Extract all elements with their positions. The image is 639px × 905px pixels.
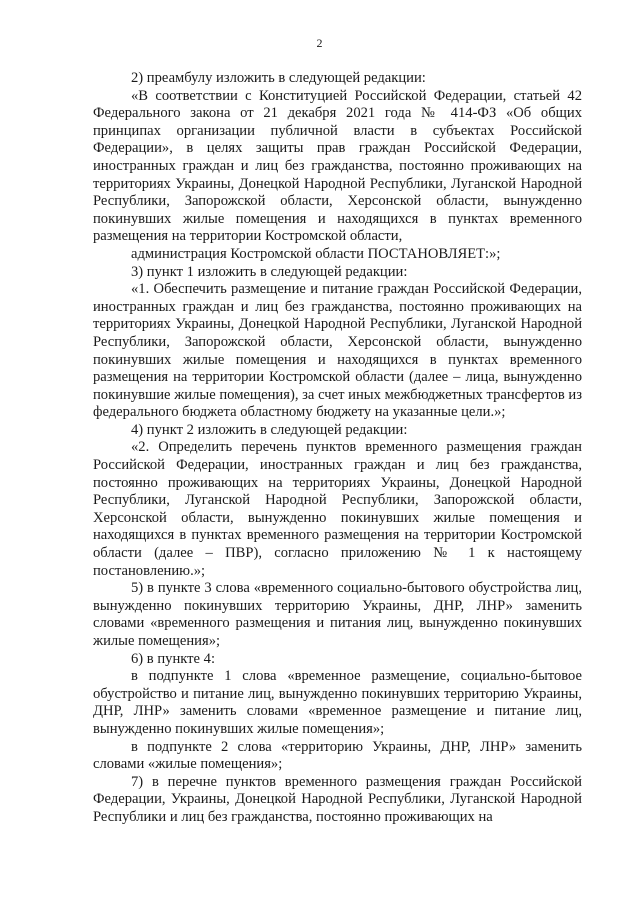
paragraph-subpoint-1: в подпункте 1 слова «временное размещение, социально-бытовое обустройство и питание лиц, вынужденно покинувших территорию Украины, ДНР, ЛНР» заменить словами «временное размещение и питание лиц, вынужденно покинувших жилые помещения»; <box>93 668 582 737</box>
paragraph-amendment-2-header: 2) преамбулу изложить в следующей редакции: <box>131 70 426 86</box>
paragraph-amendment-4-header: 4) пункт 2 изложить в следующей редакции: <box>131 421 408 438</box>
paragraph-subpoint-2: в подпункте 2 слова «территорию Украины, ДНР, ЛНР» заменить словами «жилые помещения»; <box>93 738 582 773</box>
paragraph-amendment-7: 7) в перечне пунктов временного размещения граждан Российской Федерации, Украины, Донецкой Народной Республики, Луганской Народной Республики и лиц без гражданства, постоянно проживающих на <box>93 773 582 825</box>
paragraph-amendment-6-header: 6) в пункте 4: <box>131 650 216 667</box>
paragraph-point-2-text: «2. Определить перечень пунктов временного размещения граждан Российской Федерации, иностранных граждан и лиц без гражданства, постоянно проживающих на территориях Украины, Донецкой Народной Республики, Луганской Народной Республики, Запорожской области, Херсонской области, вынужденно покинувших жилые помещения и находящихся в пунктах временного размещения на территории Костромской области (далее – ПВР), согласно приложению № 1 к настоящему постановлению.»; <box>93 439 582 579</box>
paragraph-amendment-3-header: 3) пункт 1 изложить в следующей редакции: <box>131 263 408 280</box>
paragraph-preamble-text: «В соответствии с Конституцией Российской Федерации, статьей 42 Федерального закона от 21 декабря 2021 года № 414-ФЗ «Об общих принципах организации публичной власти в субъектах Российской Федерации», в целях защиты прав граждан Российской Федерации, иностранных граждан и лиц без гражданства, постоянно проживающих на территориях Украины, Донецкой Народной Республики, Луганской Народной Республики, Запорожской области, Херсонской области, вынужденно покинувших жилые помещения и находящихся в пунктах временного размещения на территории Костромской области, <box>93 87 582 245</box>
document-body <box>93 70 582 827</box>
paragraph-point-1-text: «1. Обеспечить размещение и питание граждан Российской Федерации, иностранных граждан и лиц без гражданства, постоянно проживающих на территориях Украины, Донецкой Народной Республики, Луганской Народной Республики, Запорожской области, Херсонской области, вынужденно покинувших жилые помещения и находящихся в пунктах временного размещения на территории Костромской области (далее – лица, вынужденно покинувшие жилые помещения), за счет иных межбюджетных трансфертов из федерального бюджета областному бюджету на указанные цели.»; <box>93 281 582 421</box>
paragraph-amendment-5: 5) в пункте 3 слова «временного социально-бытового обустройства лиц, вынужденно покинувших территорию Украины, ДНР, ЛНР» заменить словами «временного размещения и питания лиц, вынужденно покинувших жилые помещения»; <box>93 580 582 649</box>
page-number: 2 <box>316 36 323 50</box>
paragraph-resolves: администрация Костромской области ПОСТАНОВЛЯЕТ:»; <box>131 245 501 262</box>
